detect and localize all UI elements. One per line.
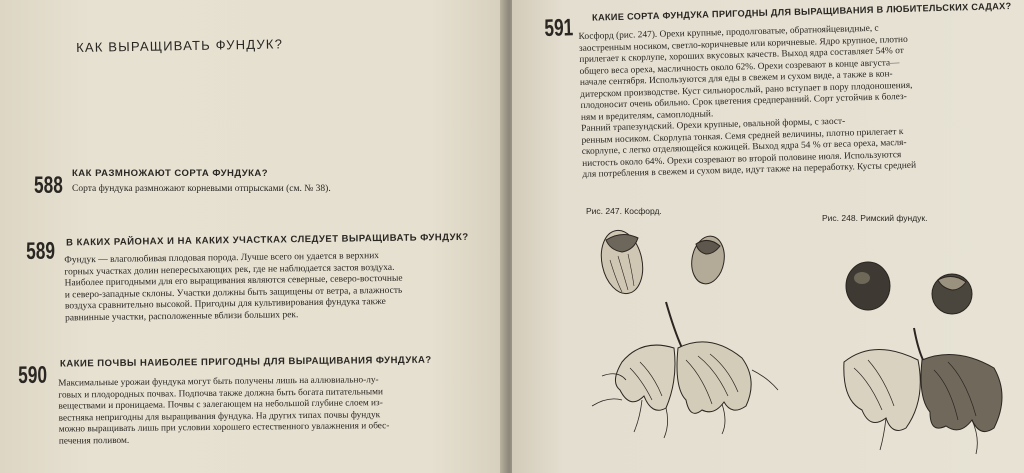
question-number: 588: [34, 172, 63, 199]
question-number: 591: [544, 14, 574, 42]
question-body: Сорта фундука размножают корневыми отпрысками (см. № 38).: [72, 184, 331, 194]
question-number: 589: [26, 237, 56, 265]
roman-hazelnut-illustration: [834, 250, 1014, 460]
page-title: КАК ВЫРАЩИВАТЬ ФУНДУК?: [76, 36, 284, 55]
left-page: [0, 0, 506, 473]
question-body: Максимальные урожаи фундука могут быть получены лишь на аллювиально-лу- говых и плодородных почвах. Подпочва также должна быть богата питательными веществами и проницаема. Почвы с залегающем на небольшой глубине слоем из- вестняка непригодны для выращивания фундука. На других типах почвы фундук можно выращивать лишь при условии хорошего естественного увлажнения и обес- печения поливом.: [58, 375, 390, 447]
question-heading: В КАКИХ РАЙОНАХ И НА КАКИХ УЧАСТКАХ СЛЕДУЕТ ВЫРАЩИВАТЬ ФУНДУК?: [65, 231, 469, 249]
right-page: [512, 0, 1024, 473]
question-heading: КАКИЕ СОРТА ФУНДУКА ПРИГОДНЫ ДЛЯ ВЫРАЩИВАНИЯ В ЛЮБИТЕЛЬСКИХ САДАХ?: [591, 0, 1012, 23]
question-heading: КАК РАЗМНОЖАЮТ СОРТА ФУНДУКА?: [72, 168, 269, 179]
figure-caption-248: Рис. 248. Римский фундук.: [822, 213, 928, 223]
question-body: Косфорд (рис. 247). Орехи крупные, продолговатые, обратнояйцевидные, с заостренным носиком, светло-коричневые или коричневые. Ядро крупное, плотно прилегает к скорлупе, хороших вкусовых качеств. Выход ядра составляет 54% от общего веса ореха, масличность около 62%. Орехи созревают в конце августа— начале сентября. Используются для еды в свежем и сухом виде, а также в кон- дитерском производстве. Куст сильнорослый, рано вступает в пору плодоношения, плодоносит очень обильно. Срок цветения средперанний. Сорт устойчив к болез- ням и вредителям, самоплодный. Ранний трапезундский. Орехи крупные, овальной формы, с заост- ренным носиком. Скорлупа тонкая. Семя средней величины, плотно прилегает к скорлупе, с легко отделяющейся кожицей. Выход ядра 54 % от веса ореха, масля- нистость около 64%. Орехи созревают во второй половине июля. Используются для потребления в свежем и сухом виде, идут также на переработку. Кусты средней: [578, 23, 917, 180]
kosford-nut-illustration: [582, 220, 782, 450]
question-number: 590: [18, 361, 48, 389]
question-body: Фундук — влаголюбивая плодовая порода. Лучше всего он удается в верхних горных участках долин непересыхающих рек, где не наблюдается застоя воздуха. Наиболее пригодными для его выращивания являются северные, северо-восточные и северо-западные склоны. Участки должны быть защищены от ветра, а влажность воздуха сравнительно высокой. Пригодны для культивирования фундука также равнинные участки, расположенные вблизи больших рек.: [64, 251, 403, 324]
figure-caption-247: Рис. 247. Косфорд.: [586, 206, 662, 216]
question-heading: КАКИЕ ПОЧВЫ НАИБОЛЕЕ ПРИГОДНЫ ДЛЯ ВЫРАЩИВАНИЯ ФУНДУКА?: [59, 354, 432, 370]
